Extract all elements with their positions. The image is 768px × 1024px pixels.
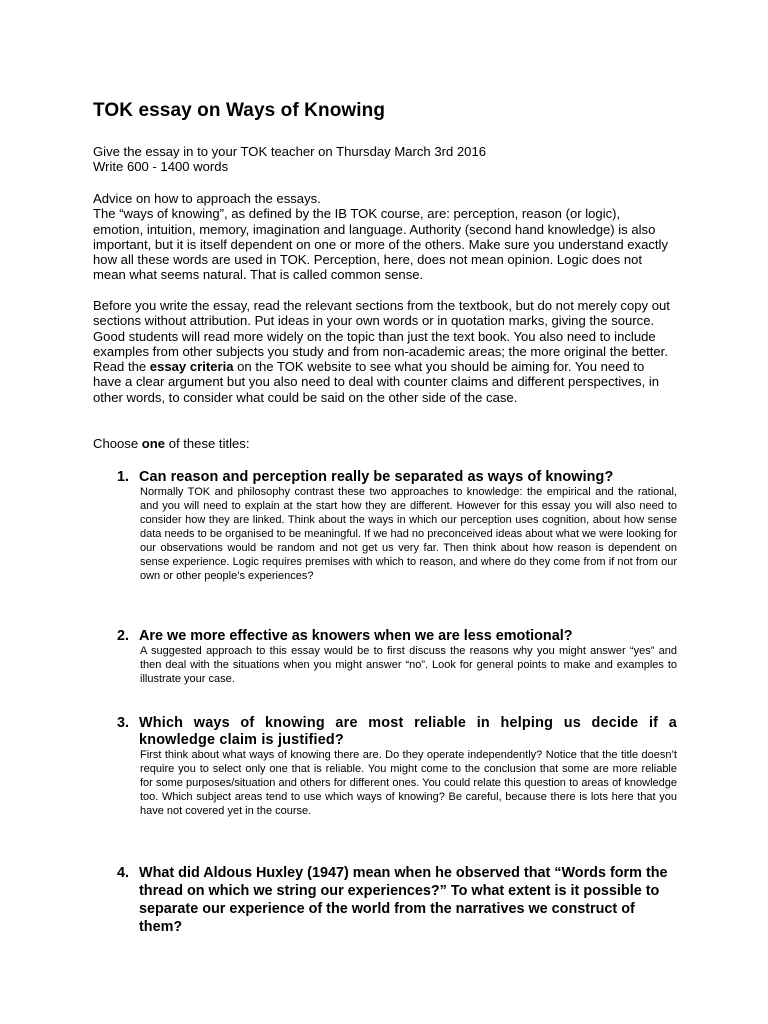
question-title: What did Aldous Huxley (1947) mean when he observed that “Words form the thread on which we string our experiences?” To what extent is it possible to separate our experience of the world from the narratives we construct of them? bbox=[139, 865, 668, 935]
preparation-text-part1: Before you write the essay, read the relevant sections from the textbook, but do not merely copy out sections without attribution. Put ideas in your own words or in quotation marks, giving the source. Good students will read more widely on the topic than just the text book. You also need to include examples from other subjects you study and from non-academic areas; the more original the better. Read the bbox=[93, 298, 670, 375]
preparation-paragraph bbox=[93, 298, 673, 405]
question-guidance: A suggested approach to this essay would be to first discuss the reasons why you might answer “yes” and then deal with the situations when you might answer “no”. Look for general points to make and examples to illustrate your case. bbox=[140, 645, 677, 686]
question-number: 2. bbox=[117, 628, 130, 644]
choose-one-emphasis: one bbox=[141, 436, 166, 451]
question-number: 3. bbox=[117, 715, 130, 731]
advice-section bbox=[93, 191, 673, 283]
question-heading bbox=[117, 628, 677, 645]
instructions-block bbox=[93, 144, 673, 175]
essay-criteria-emphasis: essay criteria bbox=[149, 359, 234, 375]
question-3 bbox=[117, 715, 677, 819]
question-title: Can reason and perception really be separated as ways of knowing? bbox=[139, 469, 614, 485]
question-number: 1. bbox=[117, 469, 130, 485]
question-1 bbox=[117, 469, 677, 584]
question-title: Are we more effective as knowers when we are less emotional? bbox=[139, 628, 573, 644]
question-heading bbox=[117, 864, 677, 936]
page-title: TOK essay on Ways of Knowing bbox=[93, 100, 386, 121]
advice-heading: Advice on how to approach the essays. bbox=[93, 191, 321, 206]
word-count-line: Write 600 - 1400 words bbox=[93, 159, 229, 175]
question-guidance: First think about what ways of knowing there are. Do they operate independently? Notice that the title doesn’t require you to select only one that is reliable. You might come to the conclusion that some are more reliable for some purposes/situation and others for different ones. You could relate this question to areas of knowledge too. Which subject areas tend to use which ways of knowing? Be careful, because there is lots here that you have not covered yet in the course. bbox=[140, 749, 677, 818]
question-number: 4. bbox=[117, 865, 130, 881]
question-guidance: Normally TOK and philosophy contrast these two approaches to knowledge: the empirical and the rational, and you will need to explain at the start how they are different. However for this essay you will also need to consider how they are linked. Think about the ways in which our perception uses cognition, about how sense data needs to be organised to be meaningful. If we had no preconceived ideas about what we were looking for our observations would be random and not get us very far. Then think about how reason is dependent on sense experience. Logic requires premises with which to reason, and where do they come from if not from our own or other people’s experiences? bbox=[140, 486, 677, 582]
choose-line: Choose one of these titles: bbox=[93, 436, 250, 451]
question-heading bbox=[117, 469, 677, 486]
question-2 bbox=[117, 628, 677, 687]
advice-paragraph: The “ways of knowing”, as defined by the IB TOK course, are: perception, reason (or logic), emotion, intuition, memory, imagination and language. Authority (second hand knowledge) is also important, but it is itself dependent on one or more of the others. Make sure you understand exactly how all these words are used in TOK. Perception, here, does not mean opinion. Logic does not mean what seems natural. That is called common sense. bbox=[93, 206, 668, 283]
question-4 bbox=[117, 864, 677, 936]
preparation-text-part2: on the TOK website to see what you should be aiming for. You need to have a clear argument but you also need to deal with counter claims and different perspectives, in other words, to consider what could be said on the other side of the case. bbox=[93, 359, 660, 405]
question-title: Which ways of knowing are most reliable in helping us decide if a knowledge claim is justified? bbox=[139, 715, 677, 749]
question-heading bbox=[117, 715, 677, 749]
deadline-line: Give the essay in to your TOK teacher on Thursday March 3rd 2016 bbox=[93, 144, 487, 159]
